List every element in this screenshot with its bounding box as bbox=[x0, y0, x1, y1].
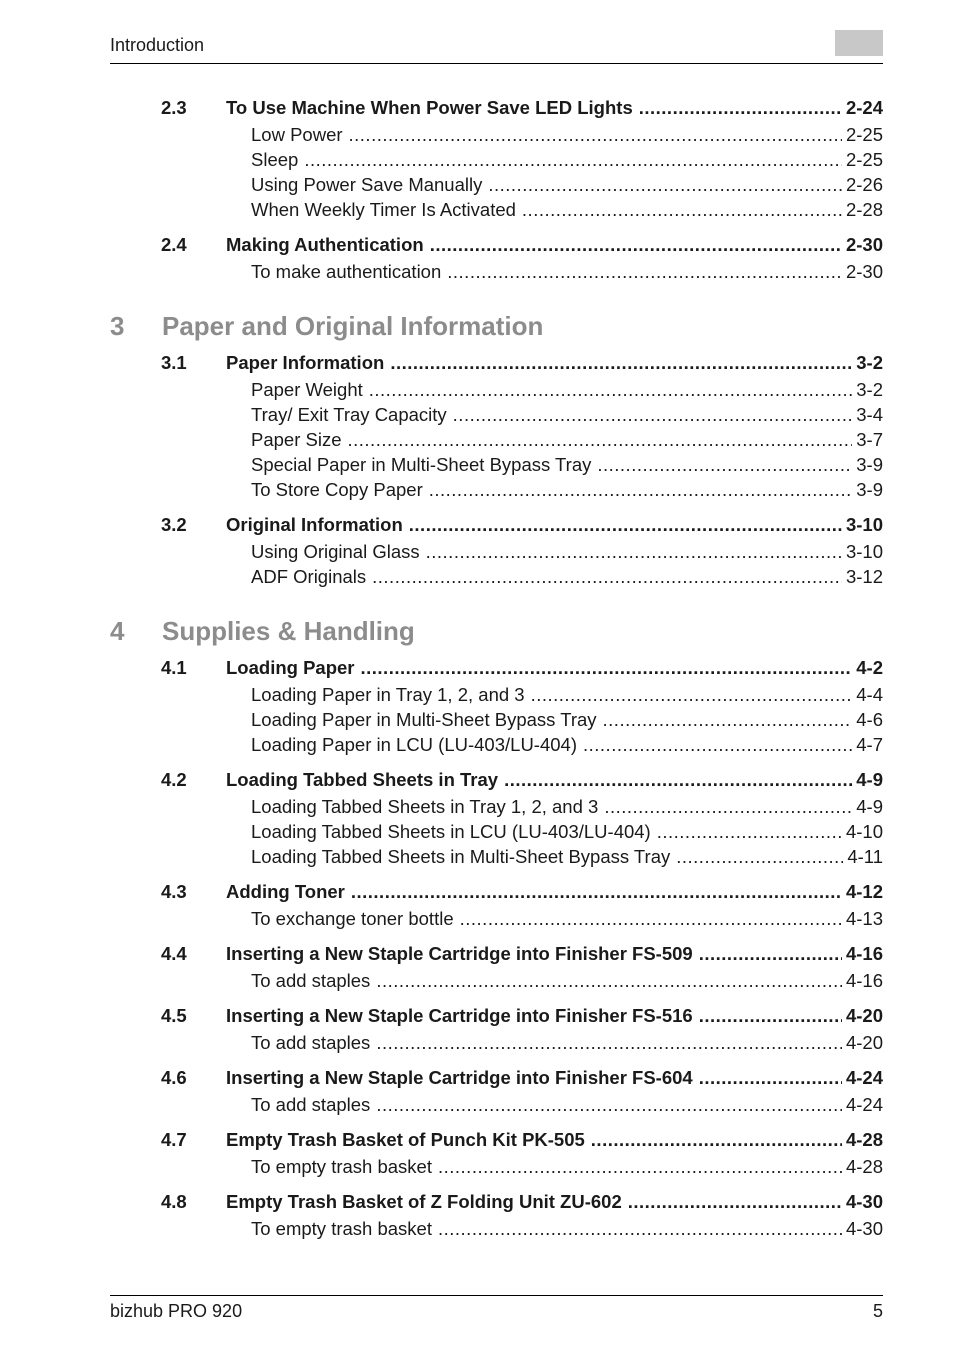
page-reference: 4-20 bbox=[845, 1032, 883, 1053]
toc-section-entry[interactable] bbox=[110, 513, 883, 540]
page-reference: 4-10 bbox=[845, 821, 883, 842]
section-title: Empty Trash Basket of Z Folding Unit ZU-602 bbox=[226, 1191, 622, 1212]
toc-section-entry[interactable] bbox=[110, 1190, 883, 1217]
toc-subsection-entry[interactable] bbox=[110, 683, 883, 708]
toc-entry-line bbox=[251, 684, 883, 706]
dot-leader bbox=[438, 1156, 842, 1178]
dot-leader bbox=[460, 908, 842, 930]
subsection-title: Paper Size bbox=[251, 429, 342, 450]
page-reference: 4-28 bbox=[845, 1156, 883, 1177]
toc-entry-line bbox=[251, 429, 883, 451]
footer-page-number: 5 bbox=[872, 1301, 883, 1321]
dot-leader bbox=[597, 454, 852, 476]
toc-entry-line bbox=[251, 199, 883, 221]
dot-leader bbox=[390, 352, 852, 374]
subsection-title: Loading Tabbed Sheets in Tray 1, 2, and 3 bbox=[251, 796, 599, 817]
toc-subsection-entry[interactable] bbox=[110, 1155, 883, 1180]
subsection-title: To Store Copy Paper bbox=[251, 479, 423, 500]
toc-section-entry[interactable] bbox=[110, 351, 883, 378]
toc-subsection-entry[interactable] bbox=[110, 378, 883, 403]
section-number: 2.3 bbox=[161, 97, 187, 118]
toc-entry-line bbox=[226, 769, 883, 791]
page-reference: 4-12 bbox=[845, 881, 883, 902]
dot-leader bbox=[639, 97, 842, 119]
section-title: Adding Toner bbox=[226, 881, 345, 902]
page-reference: 4-16 bbox=[845, 970, 883, 991]
section-number: 3.1 bbox=[161, 352, 187, 373]
toc-entry-line bbox=[251, 908, 883, 930]
page-reference: 4-11 bbox=[847, 846, 883, 867]
page-reference: 4-6 bbox=[856, 709, 883, 730]
dot-leader bbox=[349, 124, 842, 146]
chapter-number: 4 bbox=[110, 616, 125, 646]
section-number: 4.1 bbox=[161, 657, 187, 678]
page-reference: 3-12 bbox=[845, 566, 883, 587]
subsection-title: To empty trash basket bbox=[251, 1156, 432, 1177]
section-title: Inserting a New Staple Cartridge into Finisher FS-604 bbox=[226, 1067, 693, 1088]
page-reference: 4-9 bbox=[856, 769, 883, 790]
toc-subsection-entry[interactable] bbox=[110, 540, 883, 565]
toc-subsection-entry[interactable] bbox=[110, 453, 883, 478]
dot-leader bbox=[699, 943, 842, 965]
dot-leader bbox=[522, 199, 842, 221]
table-of-contents bbox=[110, 96, 883, 1242]
footer-product: bizhub PRO 920 bbox=[110, 1301, 243, 1321]
toc-entry-line bbox=[251, 124, 883, 146]
dot-leader bbox=[372, 566, 842, 588]
toc-entry-line bbox=[226, 514, 883, 536]
section-title: Empty Trash Basket of Punch Kit PK-505 bbox=[226, 1129, 585, 1150]
dot-leader bbox=[429, 479, 853, 501]
page-footer bbox=[110, 1295, 883, 1321]
toc-subsection-entry[interactable] bbox=[110, 820, 883, 845]
subsection-title: To add staples bbox=[251, 970, 371, 991]
subsection-title: To make authentication bbox=[251, 261, 442, 282]
toc-subsection-entry[interactable] bbox=[110, 123, 883, 148]
header-title: Introduction bbox=[110, 35, 205, 55]
page-reference: 4-16 bbox=[845, 943, 883, 964]
section-title: Original Information bbox=[226, 514, 403, 535]
page-reference: 3-9 bbox=[856, 479, 883, 500]
page-reference: 3-9 bbox=[856, 454, 883, 475]
subsection-title: To add staples bbox=[251, 1032, 371, 1053]
page-reference: 4-24 bbox=[845, 1067, 883, 1088]
subsection-title: Using Power Save Manually bbox=[251, 174, 483, 195]
toc-entry-line bbox=[251, 970, 883, 992]
toc-entry-line bbox=[251, 1156, 883, 1178]
header-tab-marker bbox=[835, 30, 883, 56]
page-reference: 4-20 bbox=[845, 1005, 883, 1026]
toc-entry-line bbox=[251, 1218, 883, 1240]
toc-entry-line bbox=[226, 881, 883, 903]
toc-subsection-entry[interactable] bbox=[110, 845, 883, 870]
page-reference: 2-26 bbox=[845, 174, 883, 195]
subsection-title: Loading Tabbed Sheets in LCU (LU-403/LU-404) bbox=[251, 821, 651, 842]
page-reference: 2-28 bbox=[845, 199, 883, 220]
toc-section-entry[interactable] bbox=[110, 880, 883, 907]
subsection-title: To add staples bbox=[251, 1094, 371, 1115]
toc-subsection-entry[interactable] bbox=[110, 565, 883, 590]
subsection-title: When Weekly Timer Is Activated bbox=[251, 199, 516, 220]
toc-entry-line bbox=[226, 234, 883, 256]
section-number: 4.4 bbox=[161, 943, 187, 964]
toc-subsection-entry[interactable] bbox=[110, 428, 883, 453]
dot-leader bbox=[369, 379, 853, 401]
toc-subsection-entry[interactable] bbox=[110, 1093, 883, 1118]
page-reference: 4-30 bbox=[845, 1218, 883, 1239]
toc-entry-line bbox=[251, 479, 883, 501]
subsection-title: Sleep bbox=[251, 149, 299, 170]
toc-subsection-entry[interactable] bbox=[110, 907, 883, 932]
subsection-title: To empty trash basket bbox=[251, 1218, 432, 1239]
toc-section-entry[interactable] bbox=[110, 1066, 883, 1093]
toc-entry-line bbox=[251, 174, 883, 196]
page-reference: 3-2 bbox=[856, 352, 883, 373]
page-reference: 2-30 bbox=[845, 234, 883, 255]
dot-leader bbox=[453, 404, 853, 426]
dot-leader bbox=[438, 1218, 842, 1240]
dot-leader bbox=[426, 541, 842, 563]
toc-entry-line bbox=[226, 97, 883, 119]
toc-entry-line bbox=[226, 1067, 883, 1089]
toc-subsection-entry[interactable] bbox=[110, 969, 883, 994]
toc-subsection-entry[interactable] bbox=[110, 148, 883, 173]
dot-leader bbox=[430, 234, 842, 256]
section-title: To Use Machine When Power Save LED Lights bbox=[226, 97, 633, 118]
toc-entry-line bbox=[251, 261, 883, 283]
chapter-number: 3 bbox=[110, 311, 125, 341]
page-reference: 4-24 bbox=[845, 1094, 883, 1115]
dot-leader bbox=[657, 821, 842, 843]
toc-section-entry[interactable] bbox=[110, 96, 883, 123]
toc-subsection-entry[interactable] bbox=[110, 795, 883, 820]
section-number: 2.4 bbox=[161, 234, 187, 255]
dot-leader bbox=[376, 1094, 842, 1116]
page-reference: 2-25 bbox=[845, 149, 883, 170]
section-title: Making Authentication bbox=[226, 234, 424, 255]
toc-entry-line bbox=[251, 796, 883, 818]
page-reference: 3-7 bbox=[856, 429, 883, 450]
toc-entry-line bbox=[226, 943, 883, 965]
toc-entry-line bbox=[251, 1094, 883, 1116]
toc-subsection-entry[interactable] bbox=[110, 478, 883, 503]
page-reference: 4-30 bbox=[845, 1191, 883, 1212]
toc-subsection-entry[interactable] bbox=[110, 198, 883, 223]
toc-subsection-entry[interactable] bbox=[110, 1217, 883, 1242]
toc-entry-line bbox=[251, 1032, 883, 1054]
page-reference: 2-30 bbox=[845, 261, 883, 282]
page-reference: 4-13 bbox=[845, 908, 883, 929]
toc-subsection-entry[interactable] bbox=[110, 260, 883, 285]
dot-leader bbox=[304, 149, 842, 171]
toc-entry-line bbox=[226, 1129, 883, 1151]
toc-entry-line bbox=[251, 709, 883, 731]
dot-leader bbox=[504, 769, 852, 791]
page-reference: 2-24 bbox=[845, 97, 883, 118]
toc-entry-line bbox=[226, 1005, 883, 1027]
toc-entry-line bbox=[251, 734, 883, 756]
subsection-title: Tray/ Exit Tray Capacity bbox=[251, 404, 447, 425]
toc-section-entry[interactable] bbox=[110, 233, 883, 260]
dot-leader bbox=[699, 1067, 842, 1089]
toc-subsection-entry[interactable] bbox=[110, 733, 883, 758]
toc-section-entry[interactable] bbox=[110, 656, 883, 683]
toc-entry-line bbox=[251, 149, 883, 171]
toc-section-entry[interactable] bbox=[110, 1128, 883, 1155]
toc-entry-line bbox=[226, 1191, 883, 1213]
page-reference: 3-2 bbox=[856, 379, 883, 400]
page-reference: 4-7 bbox=[856, 734, 883, 755]
subsection-title: Paper Weight bbox=[251, 379, 363, 400]
dot-leader bbox=[361, 657, 853, 679]
toc-entry-line bbox=[226, 352, 883, 374]
dot-leader bbox=[603, 709, 853, 731]
dot-leader bbox=[676, 846, 843, 868]
page-reference: 4-4 bbox=[856, 684, 883, 705]
dot-leader bbox=[583, 734, 852, 756]
chapter-heading bbox=[110, 311, 883, 341]
subsection-title: Low Power bbox=[251, 124, 343, 145]
dot-leader bbox=[351, 881, 842, 903]
toc-subsection-entry[interactable] bbox=[110, 403, 883, 428]
dot-leader bbox=[376, 1032, 842, 1054]
toc-entry-line bbox=[251, 404, 883, 426]
subsection-title: To exchange toner bottle bbox=[251, 908, 454, 929]
section-title: Paper Information bbox=[226, 352, 385, 373]
toc-section-entry[interactable] bbox=[110, 768, 883, 795]
dot-leader bbox=[447, 261, 842, 283]
toc-subsection-entry[interactable] bbox=[110, 173, 883, 198]
page-reference: 4-9 bbox=[856, 796, 883, 817]
page-header bbox=[110, 33, 883, 64]
subsection-title: Loading Tabbed Sheets in Multi-Sheet Bypass Tray bbox=[251, 846, 671, 867]
dot-leader bbox=[628, 1191, 842, 1213]
subsection-title: Special Paper in Multi-Sheet Bypass Tray bbox=[251, 454, 592, 475]
subsection-title: Loading Paper in Tray 1, 2, and 3 bbox=[251, 684, 525, 705]
section-number: 4.7 bbox=[161, 1129, 187, 1150]
toc-subsection-entry[interactable] bbox=[110, 708, 883, 733]
section-number: 4.8 bbox=[161, 1191, 187, 1212]
toc-subsection-entry[interactable] bbox=[110, 1031, 883, 1056]
toc-entry-line bbox=[251, 821, 883, 843]
section-number: 3.2 bbox=[161, 514, 187, 535]
page-reference: 4-28 bbox=[845, 1129, 883, 1150]
page-reference: 3-10 bbox=[845, 541, 883, 562]
section-title: Inserting a New Staple Cartridge into Finisher FS-509 bbox=[226, 943, 693, 964]
toc-entry-line bbox=[251, 541, 883, 563]
chapter-heading bbox=[110, 616, 883, 646]
subsection-title: Using Original Glass bbox=[251, 541, 420, 562]
toc-entry-line bbox=[251, 454, 883, 476]
section-title: Loading Paper bbox=[226, 657, 355, 678]
page-reference: 3-4 bbox=[856, 404, 883, 425]
section-number: 4.6 bbox=[161, 1067, 187, 1088]
toc-entry-line bbox=[251, 846, 883, 868]
section-number: 4.5 bbox=[161, 1005, 187, 1026]
section-title: Loading Tabbed Sheets in Tray bbox=[226, 769, 499, 790]
page-reference: 4-2 bbox=[856, 657, 883, 678]
toc-section-entry[interactable] bbox=[110, 1004, 883, 1031]
page-reference: 3-10 bbox=[845, 514, 883, 535]
dot-leader bbox=[348, 429, 853, 451]
dot-leader bbox=[488, 174, 842, 196]
page-reference: 2-25 bbox=[845, 124, 883, 145]
dot-leader bbox=[591, 1129, 842, 1151]
dot-leader bbox=[699, 1005, 842, 1027]
subsection-title: Loading Paper in Multi-Sheet Bypass Tray bbox=[251, 709, 597, 730]
dot-leader bbox=[604, 796, 852, 818]
dot-leader bbox=[409, 514, 842, 536]
toc-section-entry[interactable] bbox=[110, 942, 883, 969]
section-title: Inserting a New Staple Cartridge into Finisher FS-516 bbox=[226, 1005, 693, 1026]
toc-entry-line bbox=[251, 566, 883, 588]
chapter-title: Supplies & Handling bbox=[162, 616, 415, 646]
toc-entry-line bbox=[251, 379, 883, 401]
section-number: 4.2 bbox=[161, 769, 187, 790]
subsection-title: ADF Originals bbox=[251, 566, 367, 587]
section-number: 4.3 bbox=[161, 881, 187, 902]
toc-entry-line bbox=[226, 657, 883, 679]
dot-leader bbox=[376, 970, 842, 992]
dot-leader bbox=[531, 684, 853, 706]
chapter-title: Paper and Original Information bbox=[162, 311, 544, 341]
subsection-title: Loading Paper in LCU (LU-403/LU-404) bbox=[251, 734, 577, 755]
